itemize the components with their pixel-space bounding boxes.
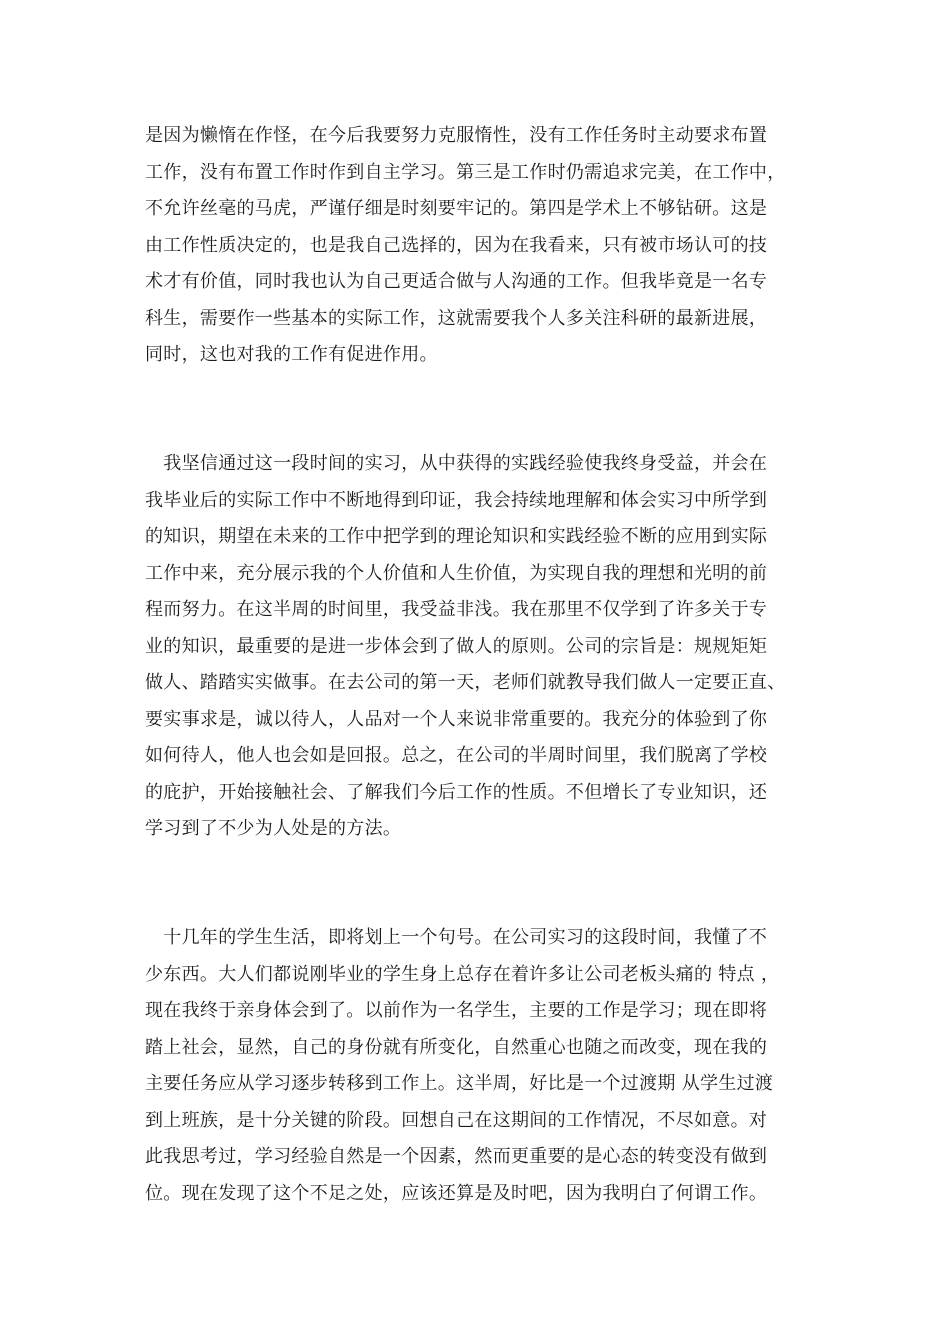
paragraph-1 — [145, 118, 815, 374]
text-line: 科生，需要作一些基本的实际工作，这就需要我个人多关注科研的最新进展， — [145, 307, 768, 329]
text-line: 工作，没有布置工作时作到自主学习。第三是工作时仍需追求完美，在工作中， — [145, 161, 786, 183]
text-line: 踏上社会，显然，自己的身份就有所变化，自然重心也随之而改变，现在我的 — [145, 1036, 768, 1058]
text-line: 我毕业后的实际工作中不断地得到印证，我会持续地理解和体会实习中所学到 — [145, 489, 768, 511]
text-line: 是因为懒惰在作怪，在今后我要努力克服惰性，没有工作任务时主动要求布置 — [145, 125, 768, 146]
text-line: 十几年的学生生活，即将划上一个句号。在公司实习的这段时间，我懂了不 — [145, 927, 768, 948]
text-line: 学习到了不少为人处是的方法。 — [145, 818, 402, 839]
text-line: 现在我终于亲身体会到了。以前作为一名学生，主要的工作是学习；现在即将 — [145, 1000, 768, 1021]
text-line: 主要任务应从学习逐步转移到工作上。这半周，好比是一个过渡期 从学生过渡 — [145, 1073, 774, 1094]
paragraph-3 — [145, 920, 815, 1212]
text-line: 同时，这也对我的工作有促进作用。 — [145, 344, 438, 365]
text-line: 少东西。大人们都说刚毕业的学生身上总存在着许多让公司老板头痛的 特点 ， — [145, 963, 780, 985]
text-line: 位。现在发现了这个不足之处，应该还算是及时吧，因为我明白了何谓工作。 — [145, 1182, 768, 1204]
text-line: 此我思考过，学习经验自然是一个因素，然而更重要的是心态的转变没有做到 — [145, 1146, 768, 1167]
text-line: 到上班族，是十分关键的阶段。回想自己在这期间的工作情况，不尽如意。对 — [145, 1109, 768, 1131]
text-line: 做人、踏踏实实做事。在去公司的第一天，老师们就教导我们做人一定要正直、 — [145, 672, 786, 693]
paragraph-2 — [145, 446, 815, 848]
text-line: 要实事求是，诚以待人，人品对一个人来说非常重要的。我充分的体验到了你 — [145, 708, 768, 730]
text-line: 工作中来，充分展示我的个人价值和人生价值，为实现自我的理想和光明的前 — [145, 562, 768, 584]
text-line: 我坚信通过这一段时间的实习，从中获得的实践经验使我终身受益，并会在 — [145, 453, 768, 474]
text-line: 的庇护，开始接触社会、了解我们今后工作的性质。不但增长了专业知识，还 — [145, 781, 768, 803]
text-line: 由工作性质决定的，也是我自己选择的，因为在我看来，只有被市场认可的技 — [145, 234, 768, 256]
text-line: 不允许丝毫的马虎，严谨仔细是时刻要牢记的。第四是学术上不够钻研。这是 — [145, 198, 768, 219]
text-line: 术才有价值，同时我也认为自己更适合做与人沟通的工作。但我毕竟是一名专 — [145, 271, 768, 292]
text-line: 的知识，期望在未来的工作中把学到的理论知识和实践经验不断的应用到实际 — [145, 526, 768, 547]
text-line: 程而努力。在这半周的时间里，我受益非浅。我在那里不仅学到了许多关于专 — [145, 599, 768, 620]
text-line: 业的知识，最重要的是进一步体会到了做人的原则。公司的宗旨是：规规矩矩 — [145, 635, 768, 657]
text-line: 如何待人，他人也会如是回报。总之，在公司的半周时间里，我们脱离了学校 — [145, 745, 768, 766]
